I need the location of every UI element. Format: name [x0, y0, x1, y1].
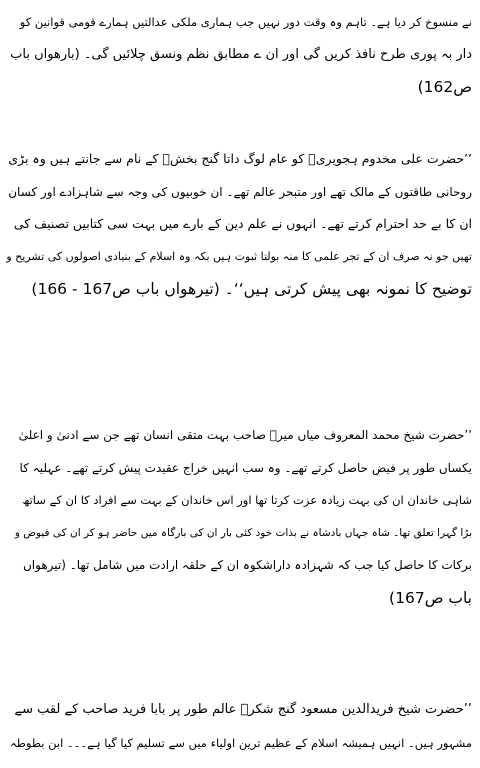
- paragraph-3: [6, 419, 472, 614]
- text-line: بڑا گہرا تعلق تھا۔ شاہ جہاں بادشاہ نے بذات خود کئی بار ان کی بارگاہ میں حاضر ہو کر ان کی فیوض و: [14, 526, 472, 539]
- paragraph-1: [6, 6, 472, 104]
- text-line: یکساں طور پر فیض حاصل کرتے تھے۔ وہ سب انہیں خراج عقیدت پیش کرتے تھے۔ عہلیہ کا: [19, 460, 472, 475]
- text-line: تھیں جو نہ صرف ان کے تجر علمی کا منہ بولتا ثبوت ہیں بکہ وہ اسلام کے بنیادی اصولوں کی تشریح و: [6, 249, 472, 263]
- text-line: ان کا بے حد احترام کرتے تھے۔ انہوں نے علم دین کے بارے میں بہت سی کتابیں تصنیف کی: [13, 216, 472, 231]
- text-line: روحانی طاقتوں کے مالک تھے اور متبحر عالم تھے۔ ان خوبیوں کی وجہ سے شاہزادے اور کسان: [8, 184, 472, 199]
- text-line: دار بہ پوری طرح نافذ کریں گی اور ان ے مطابق نظم ونسق چلائیں گی۔ (بارھواں باب: [10, 46, 472, 62]
- text-line: شاہی خاندان ان کی بہت زیادہ عزت کرتا تھا اور اس خاندان کے بہت سے افراد کا ان کے ساتھ: [22, 493, 472, 507]
- text-line: ’’حضرت علی مخدوم ہجویریؒ کو عام لوگ داتا گنج بخشؒ کے نام سے جانتے ہیں وہ بڑی: [8, 151, 472, 166]
- text-line: باب ص167): [389, 588, 472, 607]
- paragraph-4: [6, 694, 472, 759]
- text-line: برکات کا حاصل کیا جب کہ شہزادہ داراشکوہ ان کے حلقہ ارادت میں شامل تھا۔ (تیرھواں: [22, 558, 472, 572]
- text-line: ’’حضرت شیخ محمد المعروف میاں میرؒ صاحب بہت متقی انسان تھے جن سے ادنیٰ و اعلیٰ: [18, 428, 472, 442]
- text-line: ’’حضرت شیخ فریدالدین مسعود گنج شکرؒ عالم طور پر بابا فرید صاحب کے لقب سے: [14, 702, 472, 717]
- text-line: نے منسوخ کر دیا ہے۔ تاہم وہ وقت دور نہیں جب ہماری ملکی عدالتیں ہمارے قومی قوانین کو: [19, 15, 472, 29]
- text-line: ص162): [417, 78, 472, 96]
- text-line: مشہور ہیں۔ انہیں ہمیشہ اسلام کے عظیم ترین اولیاء میں سے تسلیم کیا گیا ہے۔۔۔ ابن بطوطہ: [10, 735, 472, 750]
- paragraph-2: [6, 143, 472, 306]
- text-line: توضیح کا نمونہ بھی پیش کرتی ہیں‘‘۔ (تیرھواں باب ص167 - 166): [31, 280, 472, 298]
